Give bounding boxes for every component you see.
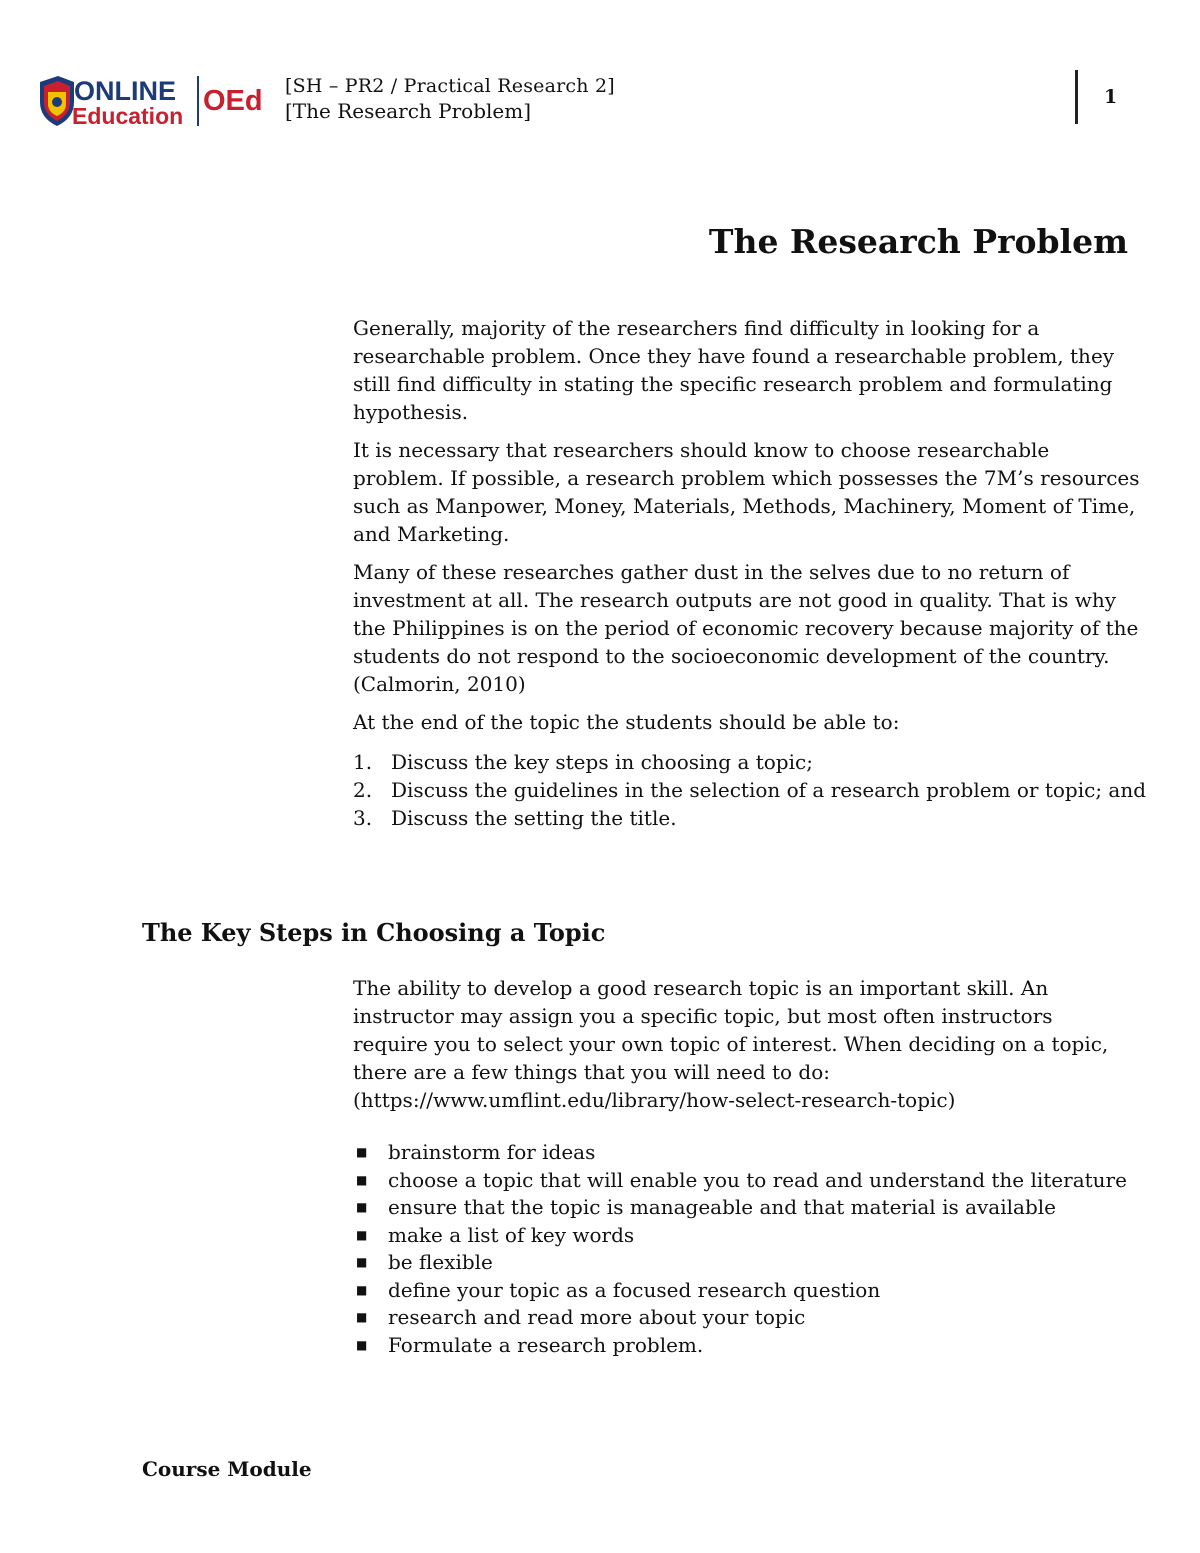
list-item: [353, 1249, 1153, 1277]
objectives-lead: At the end of the topic the students should be able to:: [353, 710, 900, 734]
list-text: Formulate a research problem.: [388, 1332, 704, 1357]
logo-divider: [197, 76, 199, 126]
bullet-icon: ■: [356, 1227, 368, 1242]
list-text: brainstorm for ideas: [388, 1140, 596, 1164]
list-item: [353, 1277, 1153, 1305]
objectives-list: [353, 748, 1153, 832]
list-text: be flexible: [388, 1250, 493, 1274]
page-number: 1: [1104, 86, 1118, 108]
list-text: research and read more about your topic: [388, 1305, 806, 1329]
bullet-icon: ■: [356, 1255, 368, 1269]
list-item: [353, 776, 1153, 804]
logo-education-text: Education: [72, 103, 184, 129]
list-item: [353, 1167, 1153, 1195]
list-item: [353, 1222, 1153, 1250]
bullet-icon: ■: [356, 1145, 368, 1159]
list-item: [353, 1194, 1153, 1222]
list-item: [353, 1304, 1153, 1332]
list-item: [353, 748, 1153, 776]
header-topic-line: [The Research Problem]: [285, 99, 531, 123]
list-item: [353, 1139, 1153, 1167]
list-number: 1.: [353, 750, 373, 774]
bullet-icon: ■: [356, 1200, 368, 1214]
list-text: define your topic as a focused research question: [388, 1277, 881, 1302]
key-steps-list: [353, 1139, 1153, 1359]
online-education-logo: [36, 70, 272, 130]
logo-online-text: ONLINE: [74, 76, 177, 106]
list-number: 3.: [353, 806, 373, 830]
section-heading: The Key Steps in Choosing a Topic: [142, 918, 606, 947]
header-divider: [1075, 70, 1078, 124]
intro-section: [353, 314, 1143, 746]
shield-icon: [40, 76, 74, 126]
section-paragraph: The ability to develop a good research topic is an important skill. An instructor may assign you a specific topic, but most often instructors require you to select your own topic of interest. When deciding on a topic, there are a few things that you will need to do: (https://www.umflint.edu/library/how-select-research-topic): [353, 976, 1109, 1112]
list-text: Discuss the setting the title.: [391, 806, 677, 830]
list-text: Discuss the guidelines in the selection of a research problem or topic; and: [391, 778, 1147, 802]
bullet-icon: ■: [356, 1172, 368, 1187]
page-title: The Research Problem: [708, 222, 1128, 261]
list-item: [353, 1332, 1153, 1360]
list-text: make a list of key words: [388, 1222, 635, 1247]
list-text: Discuss the key steps in choosing a topic;: [391, 750, 813, 774]
intro-paragraph: Generally, majority of the researchers find difficulty in looking for a researchable problem. Once they have found a researchable problem, they still find difficulty in stating the specific research problem and formulating hypothesis.: [353, 316, 1115, 424]
bullet-icon: ■: [356, 1310, 368, 1324]
header-course-line: [SH – PR2 / Practical Research 2]: [285, 75, 615, 97]
intro-paragraph: It is necessary that researchers should know to choose researchable problem. If possible, a research problem which possesses the 7M’s resources such as Manpower, Money, Materials, Methods, Machinery, Moment of Time, and Marketing.: [353, 438, 1140, 546]
bullet-icon: ■: [356, 1337, 368, 1352]
list-text: ensure that the topic is manageable and that material is available: [388, 1195, 1056, 1219]
footer-label: Course Module: [142, 1457, 312, 1481]
list-text: choose a topic that will enable you to read and understand the literature: [388, 1167, 1127, 1192]
list-item: [353, 804, 1153, 832]
intro-paragraph: Many of these researches gather dust in the selves due to no return of investment at all. The research outputs are not good in quality. That is why the Philippines is on the period of economic recovery because majority of the students do not respond to the socioeconomic development of the country. (Calmorin, 2010): [353, 560, 1139, 696]
logo-oed-text: OEd: [203, 85, 263, 117]
bullet-icon: ■: [356, 1282, 368, 1297]
list-number: 2.: [353, 778, 373, 802]
